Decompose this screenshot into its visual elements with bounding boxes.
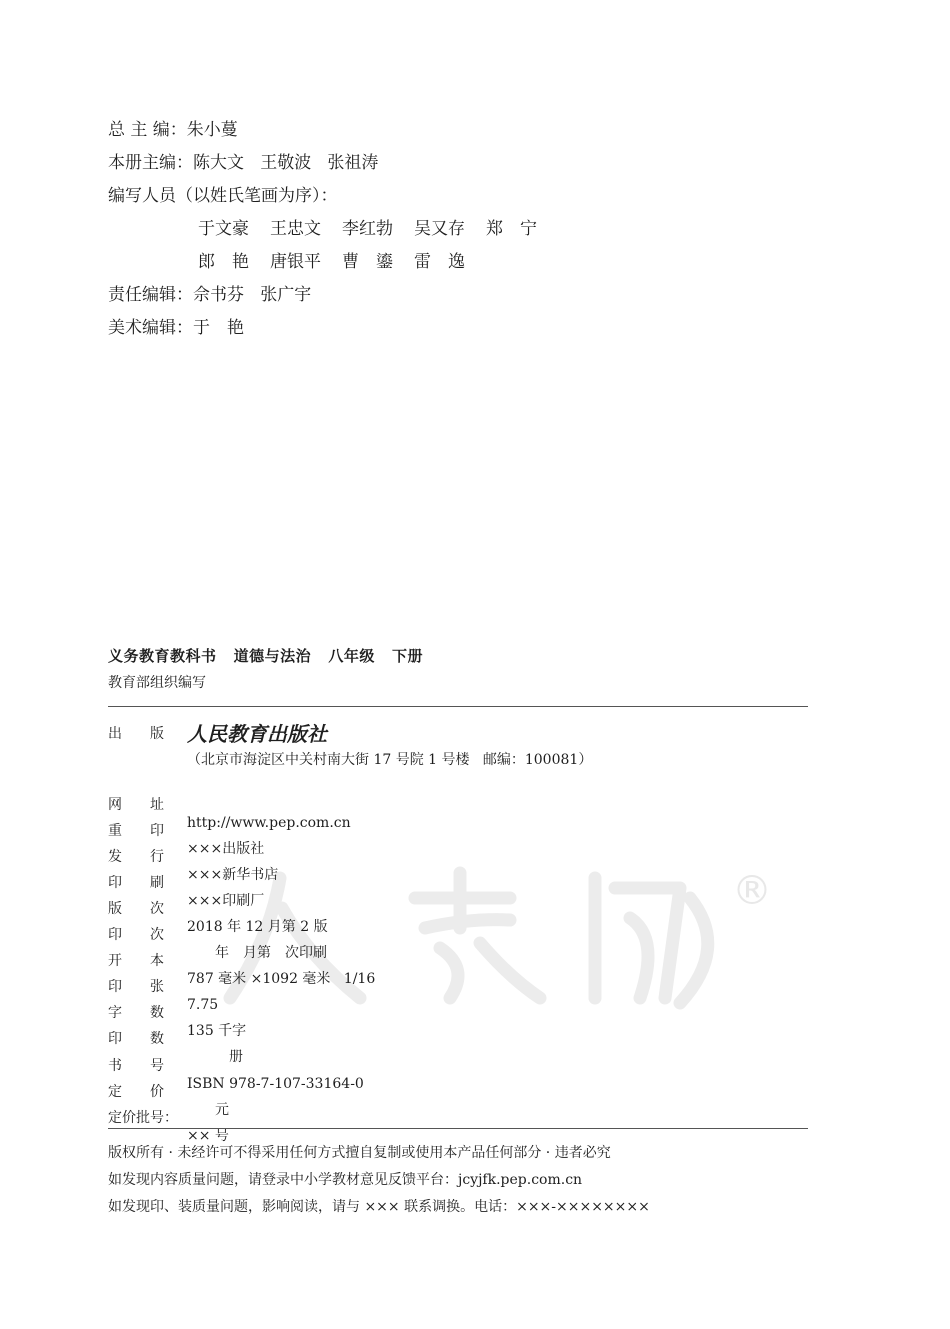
imprint-label: 发 行 (108, 849, 164, 865)
imprint-value: 元 (187, 1102, 229, 1118)
imprint-label: 印 数 (108, 1031, 164, 1047)
print-issue-notice: 如发现印、装质量问题，影响阅读，请与 ××× 联系调换。电话：×××-×××××××× (108, 1199, 650, 1215)
imprint-value: 7.75 (187, 997, 219, 1013)
imprint-label: 重 印 (108, 823, 164, 839)
publisher-logo (187, 721, 337, 747)
writer-name: 李红勃 (342, 219, 393, 239)
imprint-value: ×××印刷厂 (187, 893, 265, 909)
quality-feedback-notice: 如发现内容质量问题，请登录中小学教材意见反馈平台：jcyjfk.pep.com.cn (108, 1172, 583, 1188)
imprint-value: 787 毫米 ×1092 毫米 1/16 (187, 971, 376, 987)
imprint-value: ×××新华书店 (187, 867, 279, 883)
writer-name: 郎 艳 (198, 252, 249, 272)
imprint-label: 印 刷 (108, 875, 164, 891)
imprint-value: 2018 年 12 月第 2 版 (187, 919, 328, 935)
imprint-label: 印 张 (108, 979, 164, 995)
imprint-label: 定 价 (108, 1084, 164, 1100)
imprint-value: ×× 号 (187, 1128, 229, 1144)
art-editor-line: 美术编辑：于 艳 (108, 318, 244, 338)
website-link[interactable]: http://www.pep.com.cn (187, 815, 351, 831)
writer-name: 吴又存 (414, 219, 465, 239)
copyright-notice: 版权所有 · 未经许可不得采用任何方式擅自复制或使用本产品任何部分 · 违者必究 (108, 1145, 611, 1161)
imprint-label: 版 次 (108, 901, 164, 917)
publisher-logo-text: 人民教育出版社 (187, 722, 327, 746)
imprint-value: 册 (187, 1049, 243, 1065)
top-divider (108, 706, 808, 707)
imprint-value: ×××出版社 (187, 841, 265, 857)
publisher-address: （北京市海淀区中关村南大街 17 号院 1 号楼 邮编：100081） (187, 752, 593, 768)
imprint-value: 年 月第 次印刷 (187, 945, 327, 961)
writers-label: 编写人员（以姓氏笔画为序）： (108, 186, 338, 206)
volume-editors-line: 本册主编：陈大文 王敬波 张祖涛 (108, 153, 379, 173)
imprint-label: 字 数 (108, 1005, 164, 1021)
writer-name: 雷 逸 (414, 252, 465, 272)
book-title: 义务教育教科书 道德与法治 八年级 下册 (108, 647, 424, 665)
bottom-divider (108, 1128, 808, 1129)
imprint-label: 开 本 (108, 953, 164, 969)
imprint-label: 印 次 (108, 927, 164, 943)
imprint-label: 网 址 (108, 797, 164, 813)
writer-name: 郑 宁 (486, 219, 537, 239)
imprint-label: 书 号 (108, 1058, 164, 1074)
imprint-label: 定价批号： (108, 1110, 178, 1126)
compiled-by: 教育部组织编写 (108, 675, 206, 691)
writer-name: 唐银平 (270, 252, 321, 272)
registered-mark: ® (732, 868, 772, 914)
imprint-value: ISBN 978-7-107-33164-0 (187, 1076, 364, 1092)
writer-name: 曹 鎏 (342, 252, 393, 272)
responsible-editors-line: 责任编辑：佘书芬 张广宇 (108, 285, 312, 305)
chief-editor-line: 总 主 编：朱小蔓 (108, 120, 238, 140)
imprint-value: 135 千字 (187, 1023, 247, 1039)
writer-name: 王忠文 (270, 219, 321, 239)
publisher-label: 出 版 (108, 726, 164, 742)
writer-name: 于文豪 (198, 219, 249, 239)
